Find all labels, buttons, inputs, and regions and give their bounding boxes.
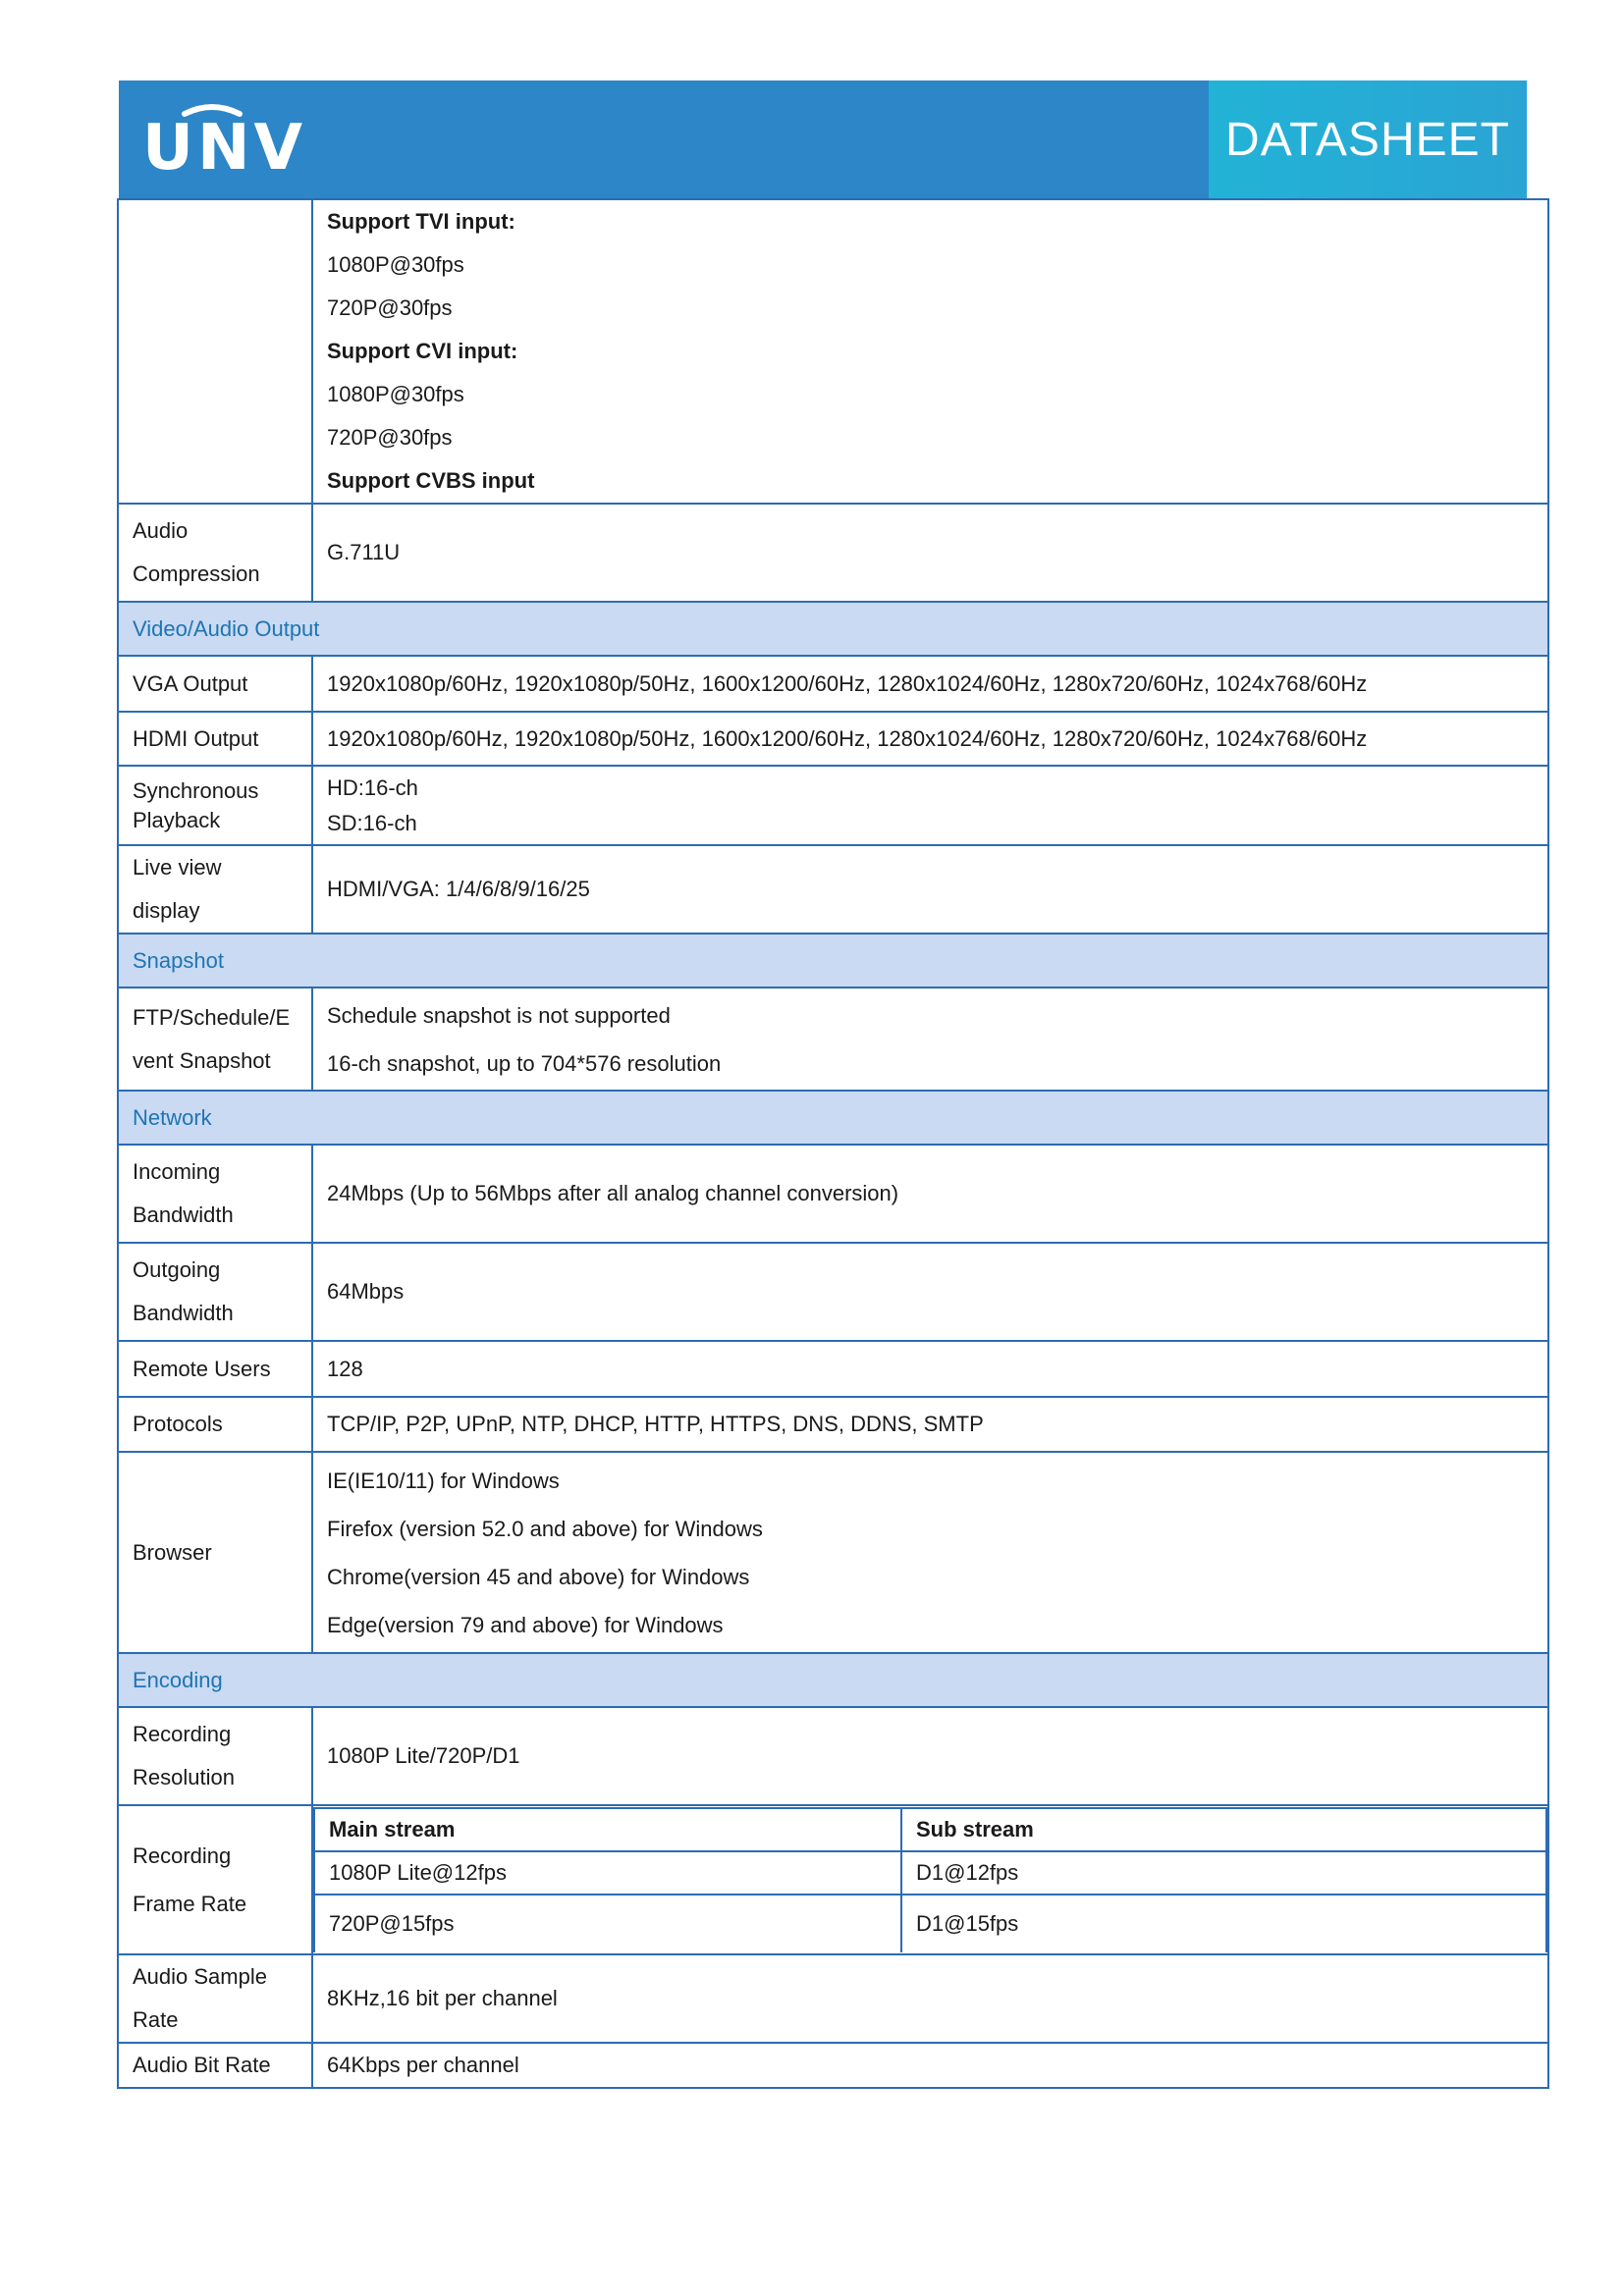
- datasheet-header: [119, 80, 1527, 198]
- spec-label: VGA Output: [118, 656, 312, 712]
- spec-row-input-support: [118, 199, 1548, 504]
- input-line: 1080P@30fps: [327, 252, 464, 277]
- input-line: 720P@30fps: [327, 425, 453, 450]
- frame-rate-header-row: [314, 1808, 1546, 1851]
- label-line: Rate: [133, 2007, 179, 2032]
- value-line: HD:16-ch: [327, 774, 418, 800]
- frame-rate-table: [313, 1807, 1547, 1952]
- label-line: Frame Rate: [133, 1892, 247, 1916]
- section-video-audio-output: [118, 602, 1548, 656]
- spec-value: 1920x1080p/60Hz, 1920x1080p/50Hz, 1600x1200/60Hz, 1280x1024/60Hz, 1280x720/60Hz, 1024x768/60Hz: [312, 656, 1548, 712]
- spec-table: [117, 198, 1549, 2089]
- spec-label: [118, 504, 312, 602]
- value-line: Firefox (version 52.0 and above) for Windows: [327, 1516, 763, 1541]
- section-title: Video/Audio Output: [118, 602, 1548, 656]
- spec-label: [118, 1954, 312, 2043]
- spec-row-protocols: [118, 1397, 1548, 1452]
- input-line: Support CVI input:: [327, 339, 518, 363]
- spec-row-audio-bit-rate: [118, 2043, 1548, 2088]
- spec-value: [312, 988, 1548, 1091]
- spec-value: HDMI/VGA: 1/4/6/8/9/16/25: [312, 845, 1548, 934]
- header-title-box: [1209, 80, 1527, 198]
- frame-rate-row: [314, 1895, 1546, 1952]
- section-encoding: [118, 1653, 1548, 1707]
- spec-value: [312, 766, 1548, 845]
- label-line: Audio Sample: [133, 1964, 267, 1989]
- section-snapshot: [118, 934, 1548, 988]
- section-title: Network: [118, 1091, 1548, 1145]
- spec-row-incoming-bandwidth: [118, 1145, 1548, 1243]
- spec-label: [118, 1243, 312, 1341]
- header-title: DATASHEET: [1225, 113, 1510, 166]
- section-title: Snapshot: [118, 934, 1548, 988]
- spec-row-audio-compression: [118, 504, 1548, 602]
- label-line: Recording: [133, 1722, 232, 1746]
- table-cell: 720P@15fps: [314, 1895, 901, 1952]
- spec-label: [118, 988, 312, 1091]
- spec-row-hdmi: [118, 712, 1548, 766]
- input-line: 720P@30fps: [327, 295, 453, 320]
- label-line: FTP/Schedule/E: [133, 1004, 291, 1030]
- value-line: Edge(version 79 and above) for Windows: [327, 1612, 724, 1637]
- section-network: [118, 1091, 1548, 1145]
- unv-logo: [138, 98, 307, 185]
- table-cell: D1@15fps: [901, 1895, 1546, 1952]
- spec-row-snapshot: [118, 988, 1548, 1091]
- spec-label: [118, 845, 312, 934]
- label-line: vent Snapshot: [133, 1047, 271, 1073]
- spec-value: 8KHz,16 bit per channel: [312, 1954, 1548, 2043]
- spec-row-vga: [118, 656, 1548, 712]
- spec-row-recording-frame-rate: [118, 1805, 1548, 1954]
- spec-value: 64Kbps per channel: [312, 2043, 1548, 2088]
- spec-label: Browser: [118, 1452, 312, 1653]
- spec-label: [118, 1145, 312, 1243]
- logo-text: UNV: [142, 112, 307, 185]
- spec-value: 1920x1080p/60Hz, 1920x1080p/50Hz, 1600x1200/60Hz, 1280x1024/60Hz, 1280x720/60Hz, 1024x768/60Hz: [312, 712, 1548, 766]
- label-line: Compression: [133, 561, 260, 586]
- spec-value: 64Mbps: [312, 1243, 1548, 1341]
- spec-value: 128: [312, 1341, 1548, 1397]
- value-line: 16-ch snapshot, up to 704*576 resolution: [327, 1050, 722, 1076]
- label-line: Audio: [133, 518, 189, 543]
- input-line: Support CVBS input: [327, 468, 535, 493]
- spec-label: Remote Users: [118, 1341, 312, 1397]
- unv-logo-mark: [138, 98, 307, 185]
- spec-row-outgoing-bandwidth: [118, 1243, 1548, 1341]
- column-header: Sub stream: [901, 1808, 1546, 1851]
- spec-row-remote-users: [118, 1341, 1548, 1397]
- table-cell: D1@12fps: [901, 1851, 1546, 1895]
- value-line: SD:16-ch: [327, 810, 417, 835]
- spec-value: [312, 1452, 1548, 1653]
- label-line: Bandwidth: [133, 1301, 234, 1325]
- spec-label: [118, 1805, 312, 1954]
- frame-rate-row: [314, 1851, 1546, 1895]
- label-line: Synchronous: [133, 777, 259, 803]
- input-line: Support TVI input:: [327, 209, 515, 234]
- spec-value: TCP/IP, P2P, UPnP, NTP, DHCP, HTTP, HTTPS, DNS, DDNS, SMTP: [312, 1397, 1548, 1452]
- spec-row-recording-resolution: [118, 1707, 1548, 1805]
- column-header: Main stream: [314, 1808, 901, 1851]
- frame-rate-table-cell: [312, 1805, 1548, 1954]
- table-cell: 1080P Lite@12fps: [314, 1851, 901, 1895]
- spec-label-empty: [118, 199, 312, 504]
- spec-label: [118, 766, 312, 845]
- value-line: Schedule snapshot is not supported: [327, 1002, 671, 1028]
- section-title: Encoding: [118, 1653, 1548, 1707]
- spec-row-sync-playback: [118, 766, 1548, 845]
- value-line: Chrome(version 45 and above) for Windows: [327, 1564, 750, 1589]
- label-line: Outgoing: [133, 1257, 221, 1282]
- label-line: Recording: [133, 1843, 232, 1868]
- spec-value-input-support: [312, 199, 1548, 504]
- spec-row-live-view: [118, 845, 1548, 934]
- spec-label: HDMI Output: [118, 712, 312, 766]
- spec-value: 1080P Lite/720P/D1: [312, 1707, 1548, 1805]
- spec-value: G.711U: [312, 504, 1548, 602]
- label-line: Playback: [133, 807, 221, 832]
- spec-label: Audio Bit Rate: [118, 2043, 312, 2088]
- spec-row-audio-sample-rate: [118, 1954, 1548, 2043]
- spec-label: [118, 1707, 312, 1805]
- spec-label: Protocols: [118, 1397, 312, 1452]
- label-line: Live view: [133, 855, 222, 880]
- label-line: display: [133, 898, 200, 923]
- header-brand-bar: [119, 80, 1209, 198]
- label-line: Resolution: [133, 1765, 235, 1789]
- input-line: 1080P@30fps: [327, 382, 464, 406]
- value-line: IE(IE10/11) for Windows: [327, 1468, 560, 1493]
- label-line: Bandwidth: [133, 1202, 234, 1227]
- spec-value: 24Mbps (Up to 56Mbps after all analog channel conversion): [312, 1145, 1548, 1243]
- spec-row-browser: [118, 1452, 1548, 1653]
- label-line: Incoming: [133, 1159, 221, 1184]
